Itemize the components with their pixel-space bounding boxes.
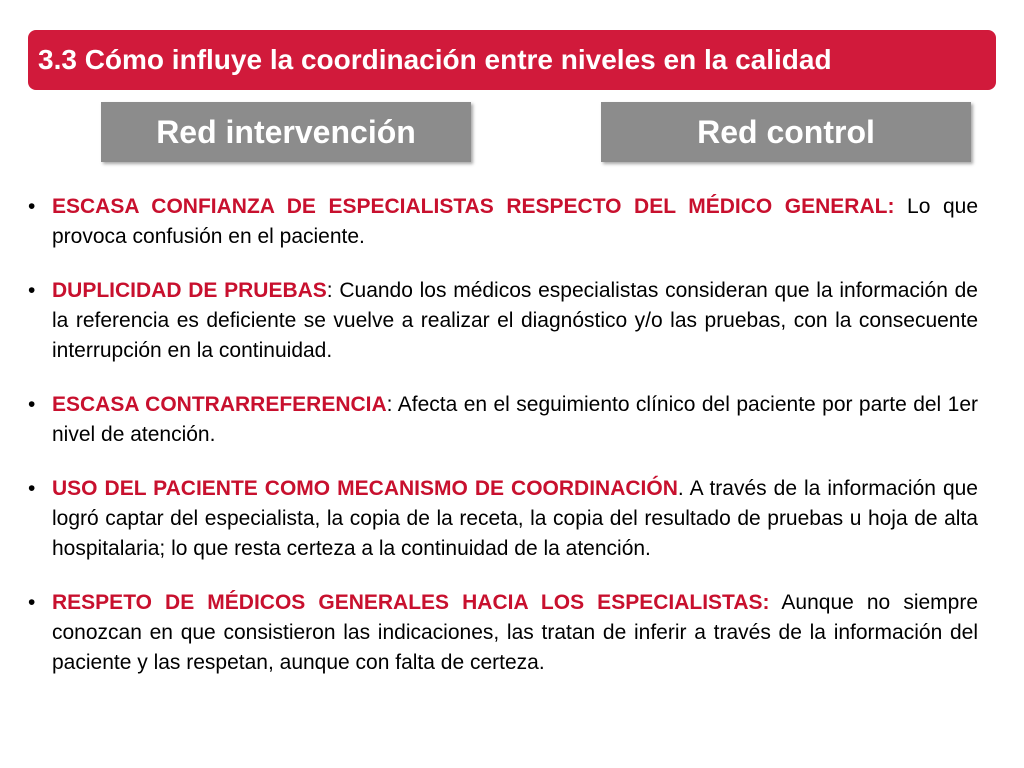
tag-red-intervencion: Red intervención <box>101 102 471 162</box>
bullet-text: . A través de la información que logró captar del especialista, la copia de la receta, la copia del resultado de pruebas u hoja de alta hospitalaria; lo que resta certeza a la continuidad de la atención. <box>52 477 978 560</box>
bullet-text: : Afecta en el seguimiento clínico del paciente por parte del 1er nivel de atención. <box>52 393 978 446</box>
tag-red-control: Red control <box>601 102 971 162</box>
bullet-item <box>28 474 978 564</box>
bullet-text: Aunque no siempre conozcan en que consistieron las indicaciones, las tratan de inferir a través de la información del paciente y las respetan, aunque con falta de certeza. <box>52 591 979 674</box>
bullet-item <box>28 390 978 450</box>
bullet-keyword: RESPETO DE MÉDICOS GENERALES HACIA LOS ESPECIALISTAS: <box>52 591 770 614</box>
bullet-text: Lo que provoca confusión en el paciente. <box>52 195 978 248</box>
bullet-keyword: ESCASA CONFIANZA DE ESPECIALISTAS RESPECTO DEL MÉDICO GENERAL: <box>52 195 895 218</box>
bullet-item <box>28 276 978 366</box>
slide-title: 3.3 Cómo influye la coordinación entre niveles en la calidad <box>38 44 832 75</box>
bullet-keyword: DUPLICIDAD DE PRUEBAS <box>52 279 327 302</box>
bullet-item <box>28 588 978 678</box>
bullet-list <box>28 192 978 702</box>
bullet-item <box>28 192 978 252</box>
title-bar <box>28 30 996 90</box>
bullet-text: : Cuando los médicos especialistas consideran que la información de la referencia es deficiente se vuelve a realizar el diagnóstico y/o las pruebas, con la consecuente interrupción en la continuidad. <box>52 279 978 362</box>
bullet-keyword: ESCASA CONTRARREFERENCIA <box>52 393 387 416</box>
bullet-keyword: USO DEL PACIENTE COMO MECANISMO DE COORDINACIÓN <box>52 477 678 500</box>
